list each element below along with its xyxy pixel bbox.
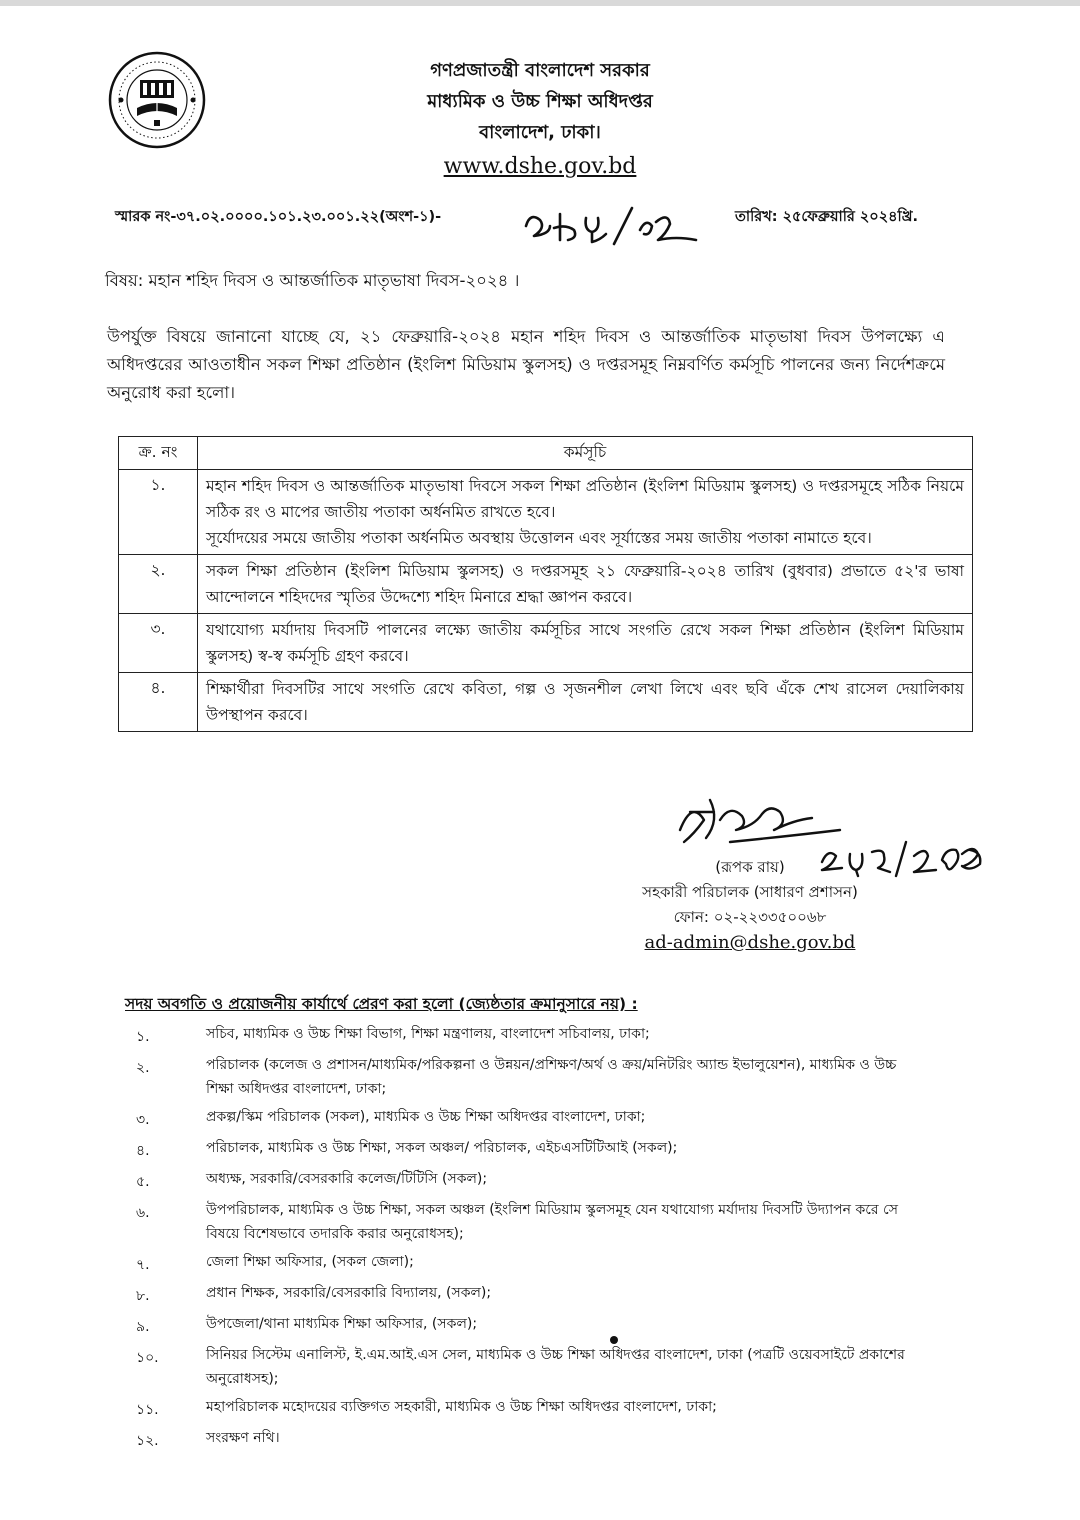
signatory-designation: সহকারী পরিচালক (সাধারণ প্রশাসন): [642, 883, 858, 901]
list-item-text: মহাপরিচালক মহোদয়ের ব্যক্তিগত সহকারী, মাধ্যমিক ও উচ্চ শিক্ষা অধিদপ্তর বাংলাদেশ, ঢাকা;: [206, 1399, 717, 1415]
memo-date: তারিখ: ২৫ফেব্রুয়ারি ২০২৪খ্রি.: [735, 209, 918, 225]
list-item-number: ১০.: [136, 1350, 159, 1366]
list-item: [136, 1281, 926, 1308]
signatory-phone: ফোন: ০২-২২৩৩৫০০৬৮: [673, 908, 827, 926]
row-program-text: সূর্যোদয়ের সময়ে জাতীয় পতাকা অর্ধনমিত অবস্থায় উত্তোলন এবং সূর্যাস্তের সময় জাতীয় পতাকা নামাতে হবে।: [206, 529, 872, 547]
table-row: [119, 470, 973, 555]
memo-number: স্মারক নং-৩৭.০২.০০০০.১০১.২৩.০০১.২২(অংশ-১)-: [115, 209, 442, 225]
list-item-text: প্রকল্প/স্কিম পরিচালক (সকল), মাধ্যমিক ও উচ্চ শিক্ষা অধিদপ্তর বাংলাদেশ, ঢাকা;: [206, 1109, 646, 1125]
distribution-list: [136, 1022, 926, 1457]
list-item-text: সংরক্ষণ নথি।: [206, 1430, 280, 1446]
list-item: [136, 1250, 926, 1277]
list-item-number: ১১.: [136, 1402, 159, 1418]
list-item-number: ৩.: [136, 1112, 150, 1128]
signature-block: [600, 855, 900, 955]
list-item-text: পরিচালক (কলেজ ও প্রশাসন/মাধ্যমিক/পরিকল্পনা ও উন্নয়ন/প্রশিক্ষণ/অর্থ ও ক্রয়/মনিটরিং অ্যান্ড ইভালুয়েশন), মাধ্যমিক ও উচ্চ শিক্ষা অধিদপ্তর বাংলাদেশ, ঢাকা;: [206, 1057, 897, 1097]
list-item-text: উপজেলা/থানা মাধ্যমিক শিক্ষা অফিসার, (সকল);: [206, 1316, 478, 1332]
list-item-text: সিনিয়র সিস্টেম এনালিস্ট, ই.এম.আই.এস সেল, মাধ্যমিক ও উচ্চ শিক্ষা অধিদপ্তর বাংলাদেশ, ঢাকা (পত্রটি ওয়েবসাইটে প্রকাশের অনুরোধসহ);: [206, 1347, 905, 1387]
table-row: [119, 555, 973, 614]
row-number: ২.: [119, 555, 198, 614]
list-item-text: অধ্যক্ষ, সরকারি/বেসরকারি কলেজ/টিটিসি (সকল);: [206, 1171, 488, 1187]
list-item: [136, 1426, 926, 1453]
list-item: [136, 1312, 926, 1339]
header-department: মাধ্যমিক ও উচ্চ শিক্ষা অধিদপ্তর: [427, 91, 653, 112]
letterhead: [330, 55, 750, 184]
list-item: [136, 1395, 926, 1422]
row-number: ৪.: [119, 673, 198, 732]
row-program: [198, 555, 973, 614]
column-header-serial: ক্র. নং: [119, 437, 198, 470]
header-government: গণপ্রজাতন্ত্রী বাংলাদেশ সরকার: [430, 60, 650, 81]
row-program-text: মহান শহিদ দিবস ও আন্তর্জাতিক মাতৃভাষা দিবসে সকল শিক্ষা প্রতিষ্ঠান (ইংলিশ মিডিয়াম স্কুলসহ) ও দপ্তরসমূহে সঠিক নিয়মে সঠিক রং ও মাপের জাতীয় পতাকা অর্ধনমিত রাখতে হবে।: [206, 477, 964, 521]
header-website[interactable]: www.dshe.gov.bd: [443, 154, 637, 179]
table-header-row: [119, 437, 973, 470]
list-item: [136, 1343, 926, 1391]
list-item: [136, 1053, 926, 1101]
column-header-program: কর্মসূচি: [198, 437, 973, 470]
list-item-number: ২.: [136, 1060, 150, 1076]
list-item: [136, 1167, 926, 1194]
signatory-email[interactable]: ad-admin@dshe.gov.bd: [644, 932, 856, 953]
row-number: ১.: [119, 470, 198, 555]
body-paragraph: উপর্যুক্ত বিষয়ে জানানো যাচ্ছে যে, ২১ ফেব্রুয়ারি-২০২৪ মহান শহিদ দিবস ও আন্তর্জাতিক মাতৃভাষা দিবস উপলক্ষ্যে এ অধিদপ্তরের আওতাধীন সকল শিক্ষা প্রতিষ্ঠান (ইংলিশ মিডিয়াম স্কুলসহ) ও দপ্তরসমূহ নিম্নবর্ণিত কর্মসূচি পালনের জন্য নির্দেশক্রমে অনুরোধ করা হলো।: [107, 327, 945, 402]
list-item-number: ৪.: [136, 1143, 150, 1159]
row-program: [198, 614, 973, 673]
row-program-text: শিক্ষার্থীরা দিবসটির সাথে সংগতি রেখে কবিতা, গল্প ও সৃজনশীল লেখা লিখে এবং ছবি এঁকে শেখ রাসেল দেয়ালিকায় উপস্থাপন করবে।: [206, 680, 964, 724]
list-item-number: ৬.: [136, 1205, 150, 1221]
row-program-text: যথাযোগ্য মর্যাদায় দিবসটি পালনের লক্ষ্যে জাতীয় কর্মসূচির সাথে সংগতি রেখে সকল শিক্ষা প্রতিষ্ঠান (ইংলিশ মিডিয়াম স্কুলসহ) স্ব-স্ব কর্মসূচি গ্রহণ করবে।: [206, 621, 964, 665]
list-item: [136, 1136, 926, 1163]
list-item: [136, 1105, 926, 1132]
list-item-text: উপপরিচালক, মাধ্যমিক ও উচ্চ শিক্ষা, সকল অঞ্চল (ইংলিশ মিডিয়াম স্কুলসমূহ যেন যথাযোগ্য মর্যাদায় দিবসটি উদ্যাপন করে সে বিষয়ে বিশেষভাবে তদারকি করার অনুরোধসহ);: [206, 1202, 898, 1242]
row-program: [198, 673, 973, 732]
signatory-name: (রূপক রায়): [715, 858, 785, 876]
program-table: [118, 436, 973, 732]
list-item-number: ৮.: [136, 1288, 150, 1304]
list-item-number: ৭.: [136, 1257, 150, 1273]
list-item-text: প্রধান শিক্ষক, সরকারি/বেসরকারি বিদ্যালয়, (সকল);: [206, 1285, 492, 1301]
distribution-heading: সদয় অবগতি ও প্রয়োজনীয় কার্যার্থে প্রেরণ করা হলো (জ্যেষ্ঠতার ক্রমানুসারে নয়) :: [125, 995, 638, 1013]
list-item-text: সচিব, মাধ্যমিক ও উচ্চ শিক্ষা বিভাগ, শিক্ষা মন্ত্রণালয়, বাংলাদেশ সচিবালয়, ঢাকা;: [206, 1026, 650, 1042]
list-item-number: ৫.: [136, 1174, 150, 1190]
list-item-number: ১২.: [136, 1433, 159, 1449]
row-program: [198, 470, 973, 555]
list-item: [136, 1198, 926, 1246]
scan-edge: [0, 0, 1080, 6]
ink-dot: [610, 1336, 618, 1344]
table-row: [119, 673, 973, 732]
row-number: ৩.: [119, 614, 198, 673]
header-location: বাংলাদেশ, ঢাকা।: [479, 122, 601, 143]
list-item-text: জেলা শিক্ষা অফিসার, (সকল জেলা);: [206, 1254, 414, 1270]
list-item: [136, 1022, 926, 1049]
list-item-number: ১.: [136, 1029, 150, 1045]
row-program-text: সকল শিক্ষা প্রতিষ্ঠান (ইংলিশ মিডিয়াম স্কুলসহ) ও দপ্তরসমূহ ২১ ফেব্রুয়ারি-২০২৪ তারিখ (বুধবার) প্রভাতে ৫২'র ভাষা আন্দোলনে শহিদদের স্মৃতির উদ্দেশ্যে শহিদ মিনারে শ্রদ্ধা জ্ঞাপন করবে।: [206, 562, 964, 606]
list-item-text: পরিচালক, মাধ্যমিক ও উচ্চ শিক্ষা, সকল অঞ্চল/ পরিচালক, এইচএসটিটিআই (সকল);: [206, 1140, 678, 1156]
subject-line: বিষয়: মহান শহিদ দিবস ও আন্তর্জাতিক মাতৃভাষা দিবস-২০২৪ ।: [105, 271, 520, 290]
government-seal-icon: [107, 50, 207, 150]
table-row: [119, 614, 973, 673]
list-item-number: ৯.: [136, 1319, 150, 1335]
handwritten-memo-number: [520, 200, 710, 252]
